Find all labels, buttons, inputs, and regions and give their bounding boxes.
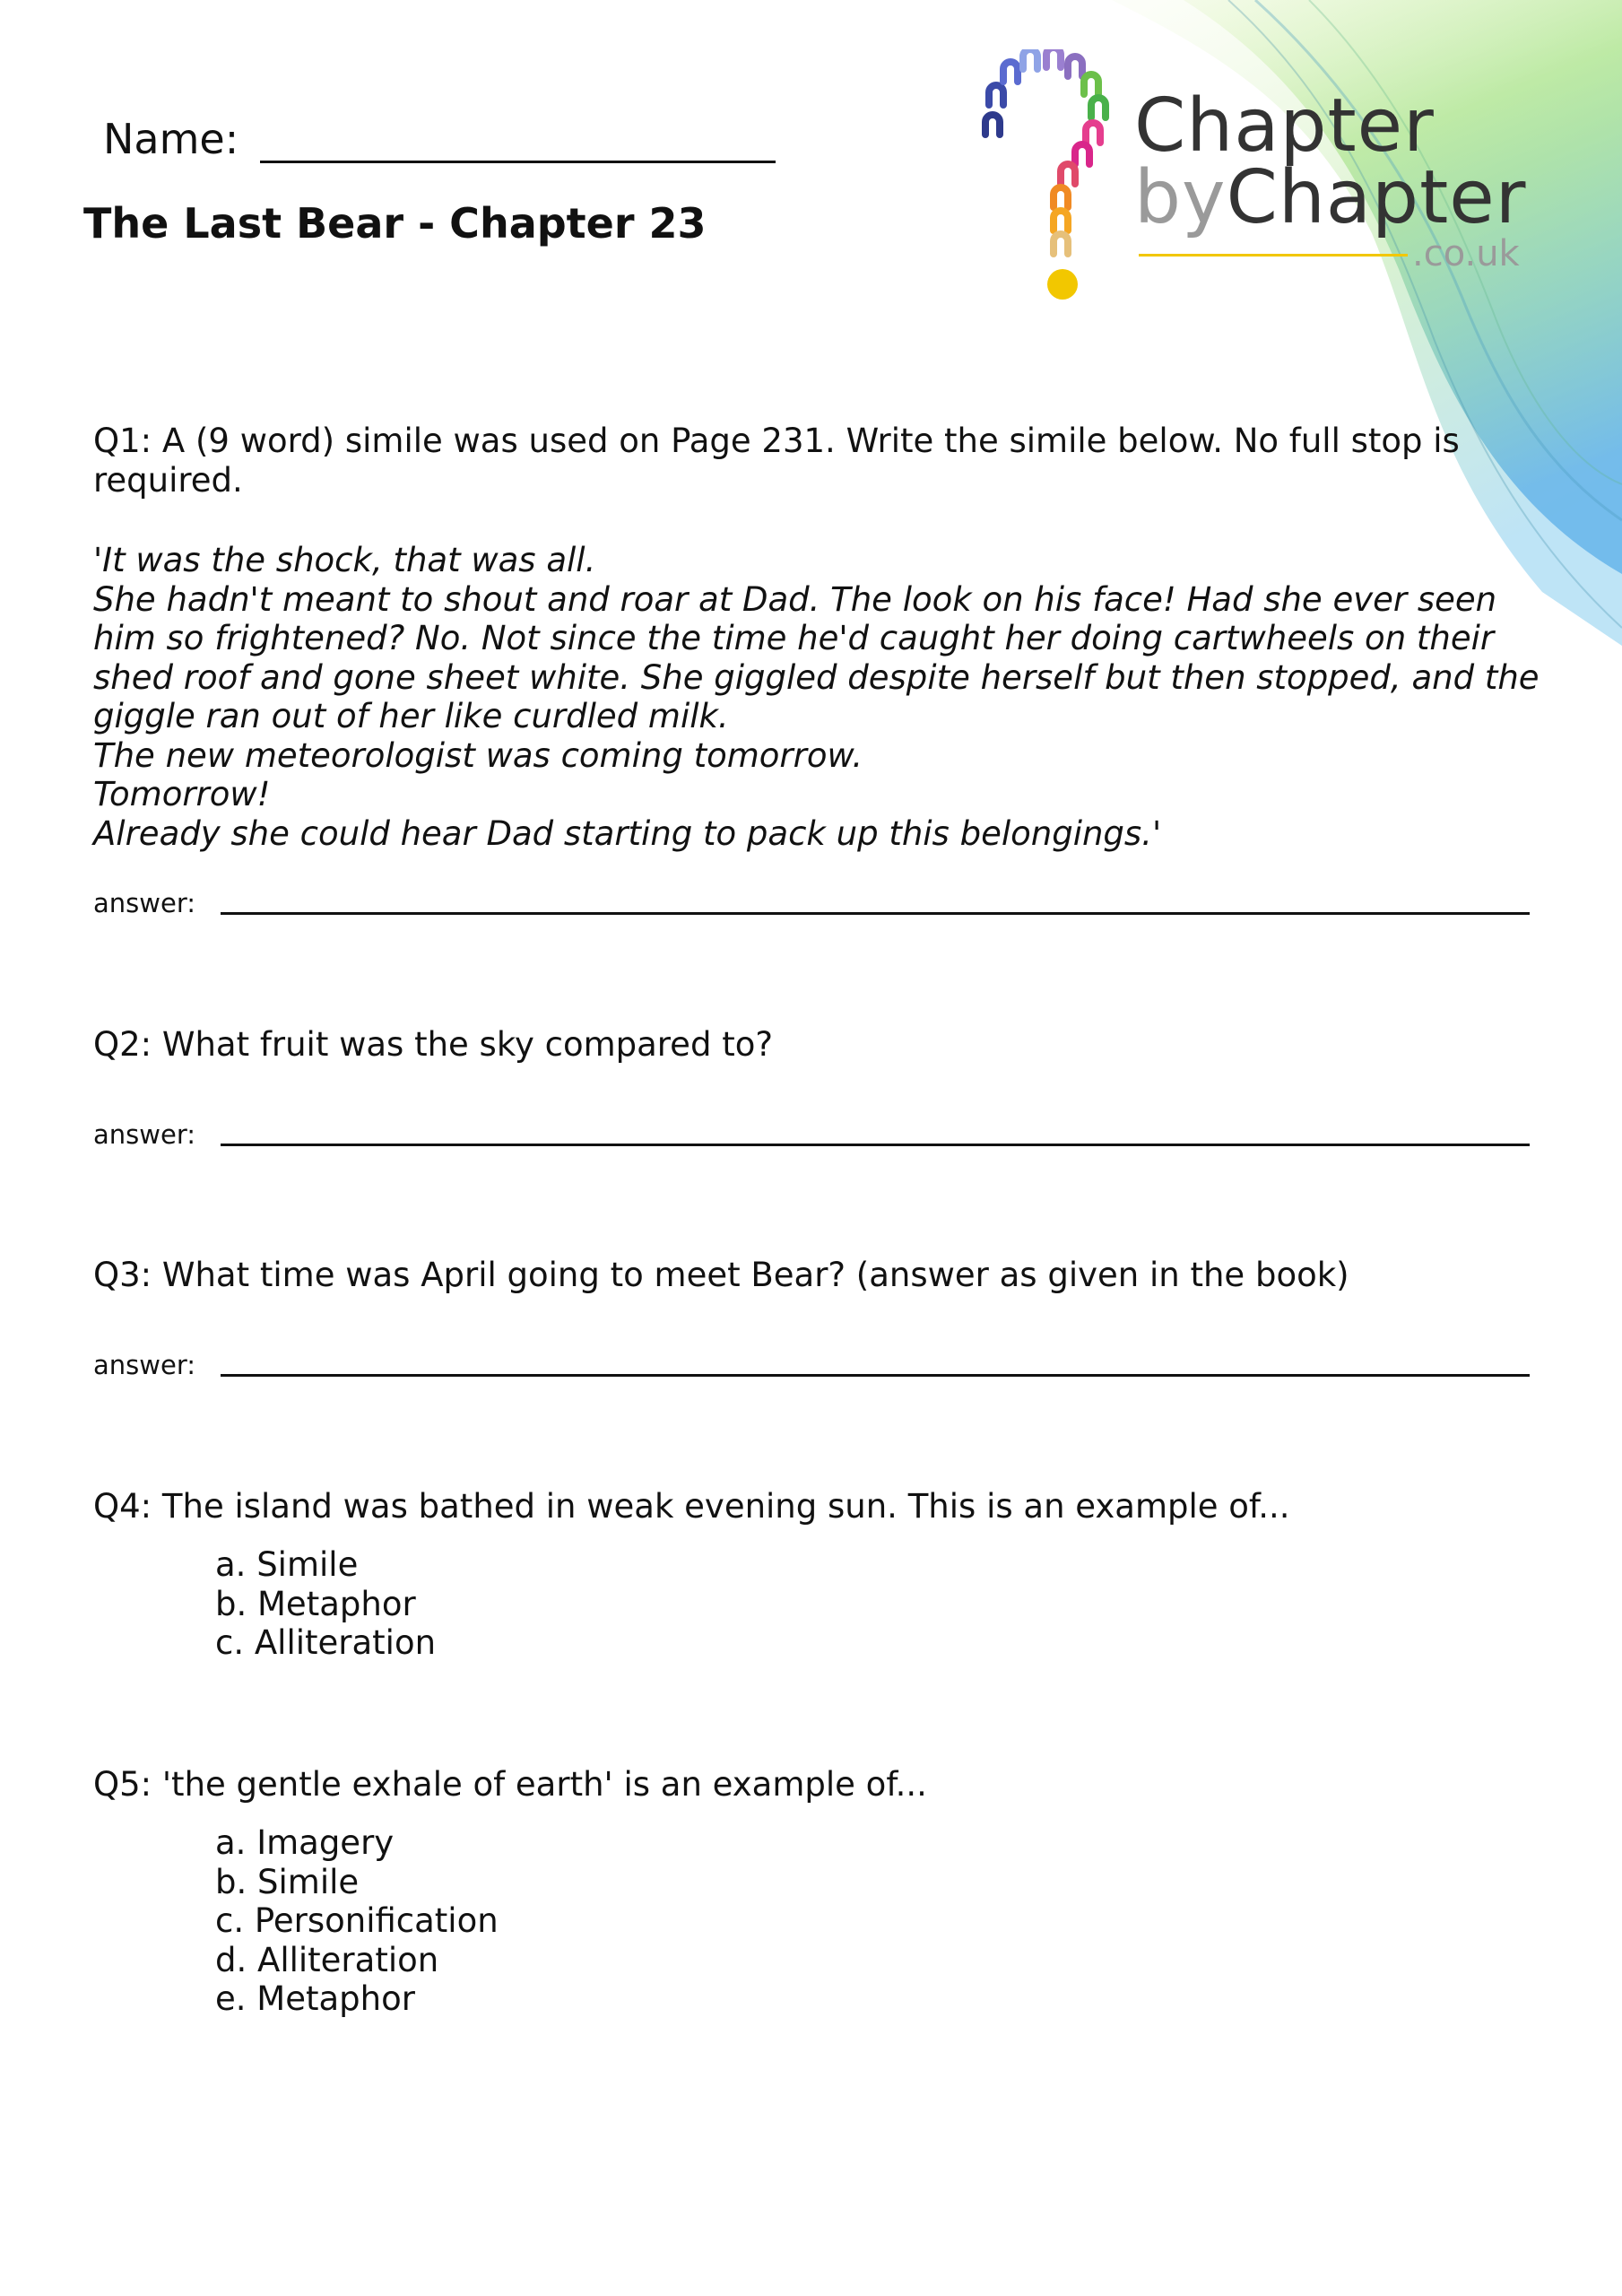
option-metaphor[interactable]: b. Metaphor: [215, 1584, 416, 1623]
name-field: [103, 115, 776, 163]
question-4-text: Q4: The island was bathed in weak evening sun. This is an example of...: [93, 1487, 1290, 1526]
chapter-by-chapter-logo: [964, 49, 1538, 318]
answer-line[interactable]: [221, 1356, 1530, 1377]
question-1-text: Q1: A (9 word) simile was used on Page 231. Write the simile below. No full stop is required.: [93, 422, 1460, 500]
question-3-text: Q3: What time was April going to meet Bear? (answer as given in the book): [93, 1256, 1349, 1294]
answer-label: answer:: [93, 888, 196, 918]
passage-line: The new meteorologist was coming tomorrow.: [93, 735, 863, 775]
question-5-text: Q5: 'the gentle exhale of earth' is an example of...: [93, 1765, 927, 1804]
worksheet-title: The Last Bear - Chapter 23: [83, 199, 707, 248]
passage-line: She hadn't meant to shout and roar at Dad. The look on his face! Had she ever seen: [93, 579, 1497, 619]
logo-word-by-chapter: [1134, 155, 1526, 240]
question-5-options: [215, 1823, 499, 2019]
answer-line[interactable]: [221, 894, 1530, 915]
option-metaphor[interactable]: e. Metaphor: [215, 1979, 415, 2018]
logo-underline: [1139, 254, 1408, 257]
logo-word-by: by: [1134, 155, 1227, 240]
name-input-line[interactable]: [260, 125, 776, 163]
passage-line: shed roof and gone sheet white. She giggled despite herself but then stopped, and the: [93, 657, 1540, 697]
answer-label: answer:: [93, 1350, 196, 1380]
name-label: Name:: [103, 115, 239, 163]
option-imagery[interactable]: a. Imagery: [215, 1823, 395, 1862]
logo-domain: .co.uk: [1412, 233, 1520, 274]
passage-line: giggle ran out of her like curdled milk.: [93, 697, 729, 735]
question-1-passage: [93, 541, 1546, 853]
passage-line: him so frightened? No. Not since the time he'd caught her doing cartwheels on their: [93, 619, 1495, 657]
logo-word-chapter-2: Chapter: [1226, 155, 1527, 240]
question-4-options: [215, 1545, 436, 1663]
option-simile[interactable]: a. Simile: [215, 1545, 359, 1584]
answer-label: answer:: [93, 1119, 196, 1150]
option-alliteration[interactable]: c. Alliteration: [215, 1623, 437, 1662]
logo-word-chapter: Chapter: [1134, 83, 1435, 169]
question-2-text: Q2: What fruit was the sky compared to?: [93, 1025, 773, 1064]
option-simile[interactable]: b. Simile: [215, 1862, 360, 1901]
question-2-answer: [93, 1119, 1530, 1150]
question-1-answer: [93, 888, 1530, 918]
passage-line: Already she could hear Dad starting to pack up this belongings.': [93, 813, 1162, 853]
question-mark-books-icon: [964, 49, 1143, 318]
passage-line: Tomorrow!: [93, 775, 271, 813]
option-alliteration[interactable]: d. Alliteration: [215, 1940, 439, 1979]
option-personification[interactable]: c. Personification: [215, 1901, 499, 1940]
question-3-answer: [93, 1350, 1530, 1380]
passage-line: 'It was the shock, that was all.: [93, 541, 596, 579]
answer-line[interactable]: [221, 1126, 1530, 1146]
